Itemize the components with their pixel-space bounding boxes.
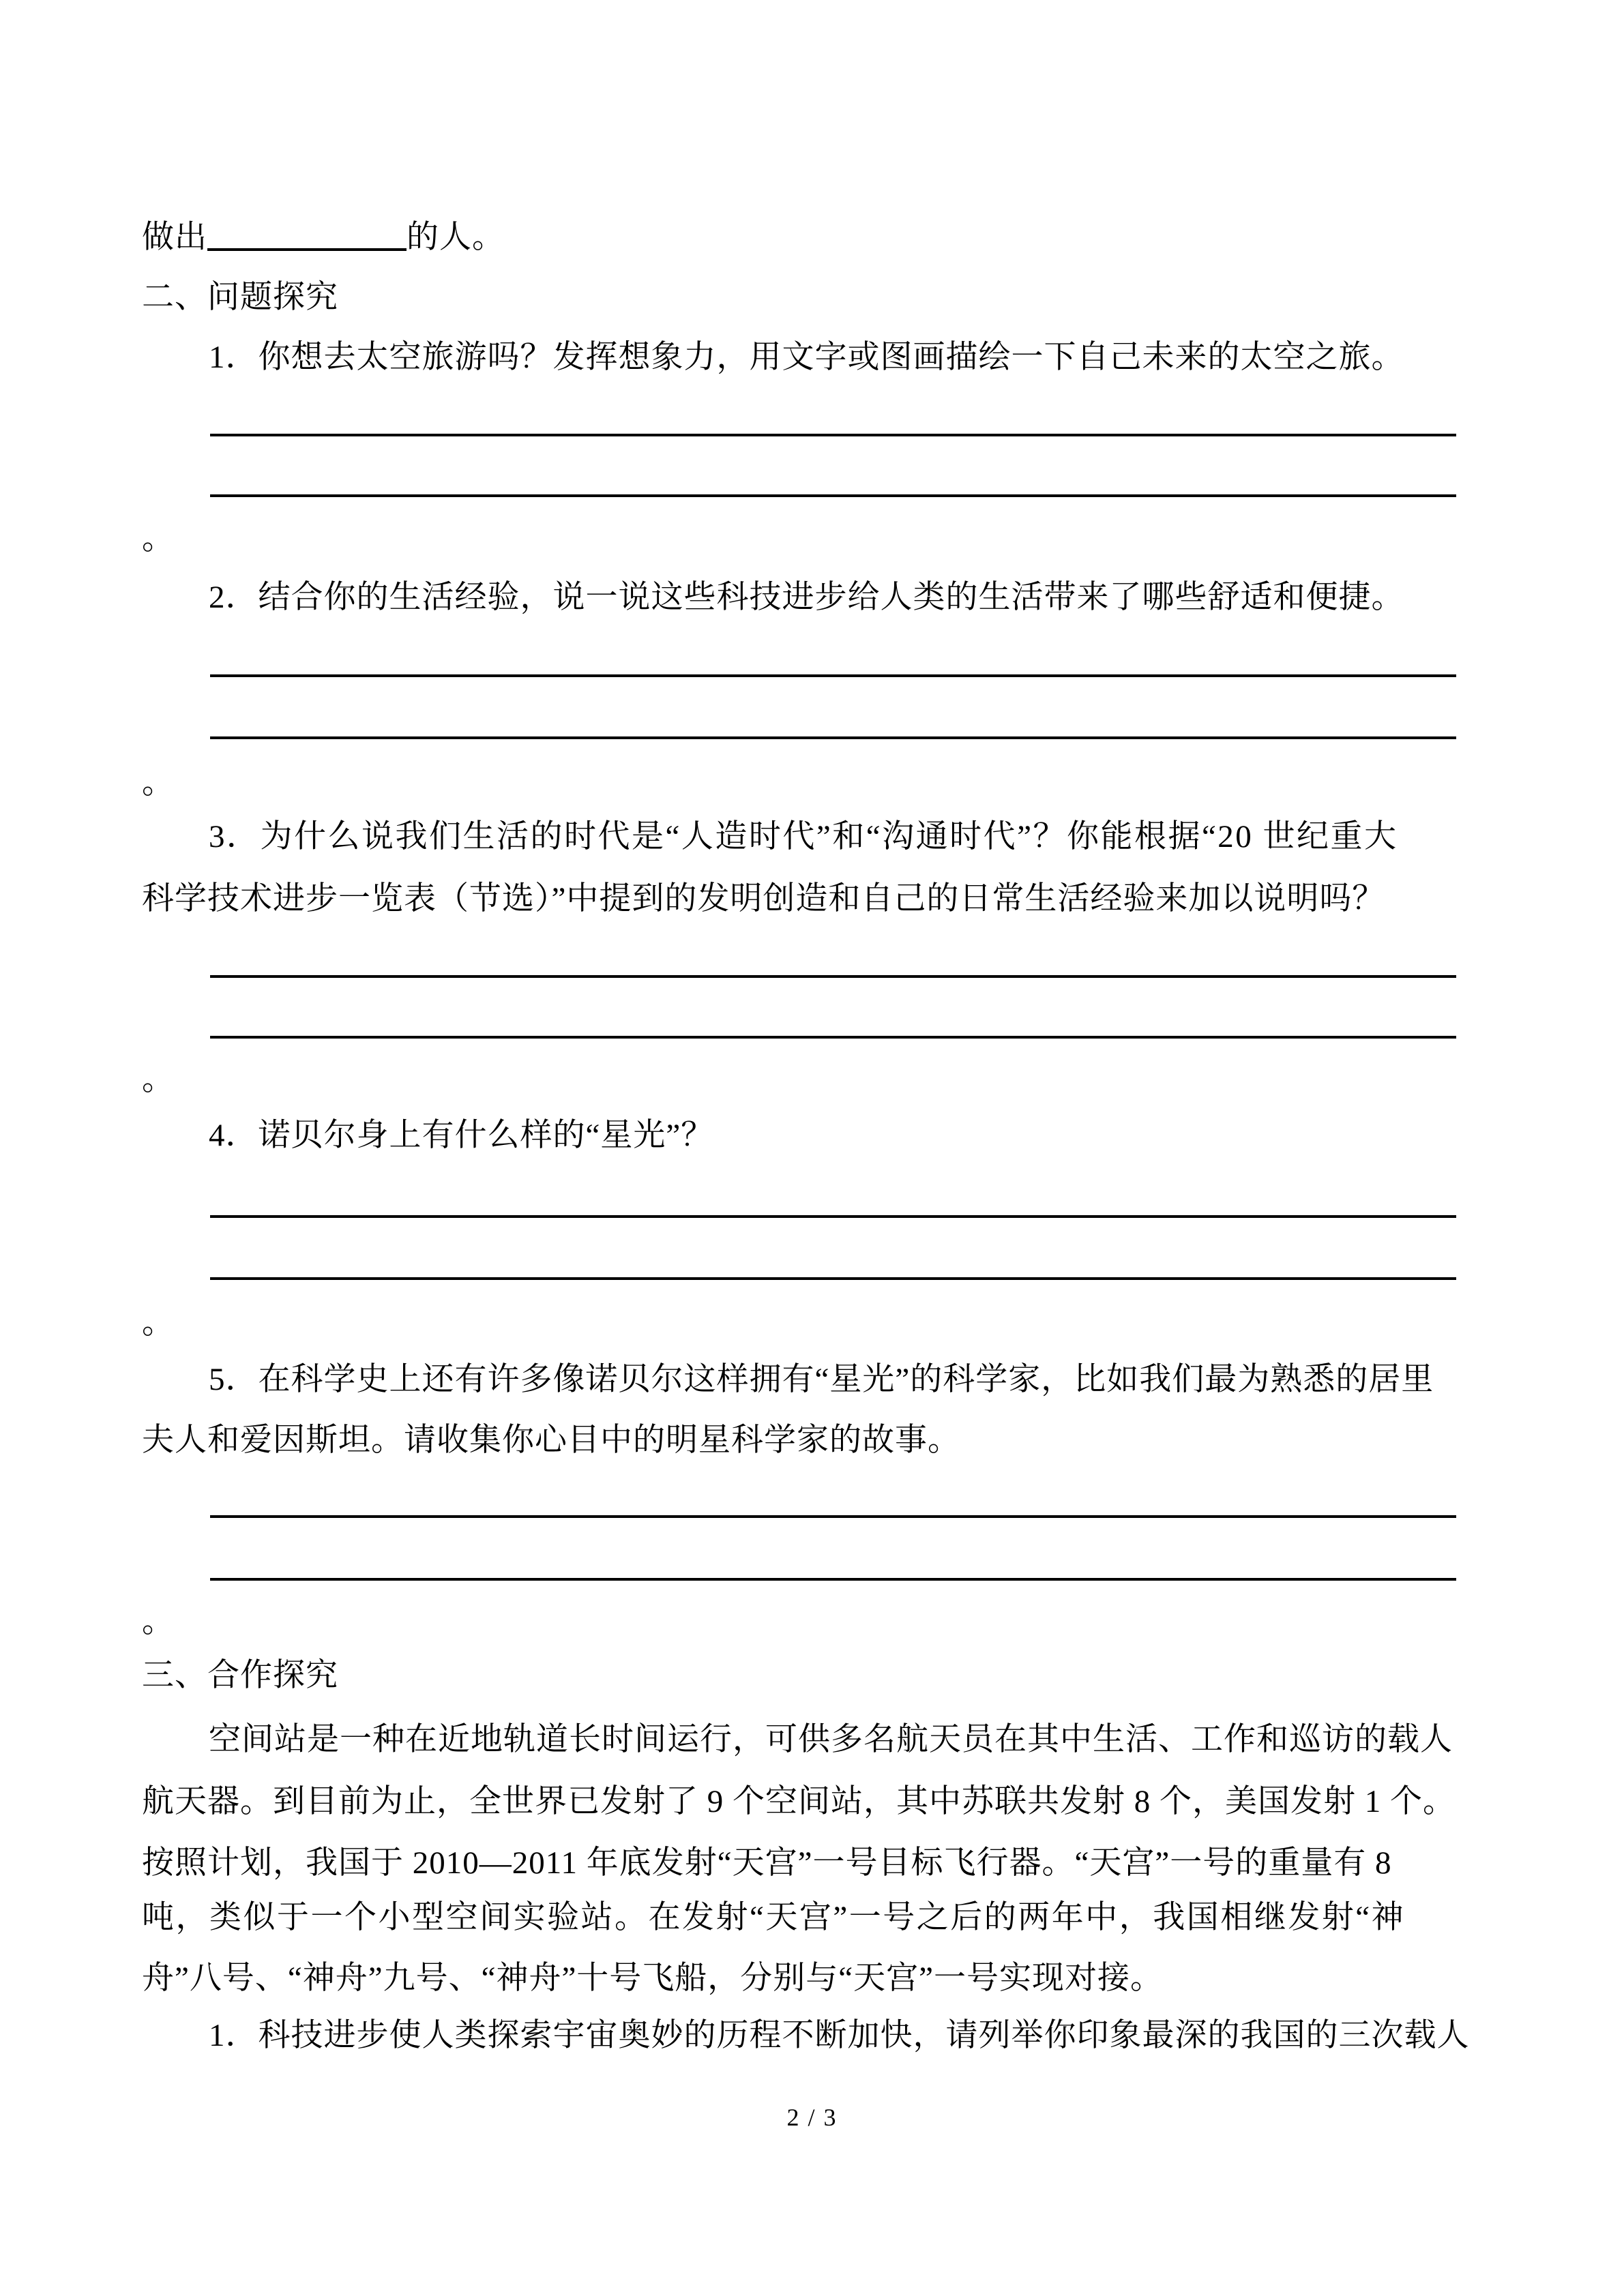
fill-blank-underline [207,240,407,251]
fill-blank-prefix: 做出 [142,220,207,255]
answer-line [210,674,1456,677]
fill-blank-sentence [142,218,505,257]
answer-line [210,975,1456,978]
question-3-line-2: 科学技术进步一览表（节选）”中提到的发明创造和自己的日常生活经验来加以说明吗？ [142,881,1385,916]
fill-blank-suffix: 的人。 [407,220,505,255]
paragraph-line-4: 吨，类似于一个小型空间实验站。在发射“天宫”一号之后的两年中，我国相继发射“神 [142,1900,1406,1935]
paragraph-line-2: 航天器。到目前为止，全世界已发射了 9 个空间站，其中苏联共发射 8 个，美国发射 1 个。 [142,1784,1456,1819]
coop-question-1: 1．科技进步使人类探索宇宙奥妙的历程不断加快，请列举你印象最深的我国的三次载人 [209,2018,1470,2053]
question-3-line-1: 3．为什么说我们生活的时代是“人造时代”和“沟通时代”？你能根据“20 世纪重大 [209,819,1398,854]
answer-line [210,434,1456,436]
paragraph-line-3: 按照计划，我国于 2010—2011 年底发射“天宫”一号目标飞行器。“天宫”一号的重量有 8 [142,1845,1392,1881]
question-5-line-2: 夫人和爱因斯坦。请收集你心目中的明星科学家的故事。 [142,1422,960,1458]
answer-line [210,736,1456,739]
question-4: 4．诺贝尔身上有什么样的“星光”？ [209,1118,714,1153]
answer-line [210,1036,1456,1039]
page-number: 2 / 3 [786,2104,838,2131]
period-mark: 。 [142,521,175,556]
period-mark: 。 [142,1305,175,1341]
answer-line [210,1515,1456,1518]
answer-line [210,1215,1456,1218]
section-heading-problem: 二、问题探究 [142,280,338,315]
question-5-line-1: 5．在科学史上还有许多像诺贝尔这样拥有“星光”的科学家，比如我们最为熟悉的居里 [209,1362,1434,1397]
answer-line [210,1277,1456,1280]
paragraph-line-5: 舟”八号、“神舟”九号、“神舟”十号飞船，分别与“天宫”一号实现对接。 [142,1960,1164,1996]
question-2: 2．结合你的生活经验，说一说这些科技进步给人类的生活带来了哪些舒适和便捷。 [209,580,1404,615]
answer-line [210,494,1456,497]
section-heading-coop: 三、合作探究 [142,1658,338,1693]
period-mark: 。 [142,1062,175,1097]
period-mark: 。 [142,765,175,801]
question-1: 1．你想去太空旅游吗？发挥想象力，用文字或图画描绘一下自己未来的太空之旅。 [209,340,1404,375]
answer-line [210,1578,1456,1581]
period-mark: 。 [142,1604,175,1639]
paragraph-line-1: 空间站是一种在近地轨道长时间运行，可供多名航天员在其中生活、工作和巡访的载人 [209,1722,1453,1757]
